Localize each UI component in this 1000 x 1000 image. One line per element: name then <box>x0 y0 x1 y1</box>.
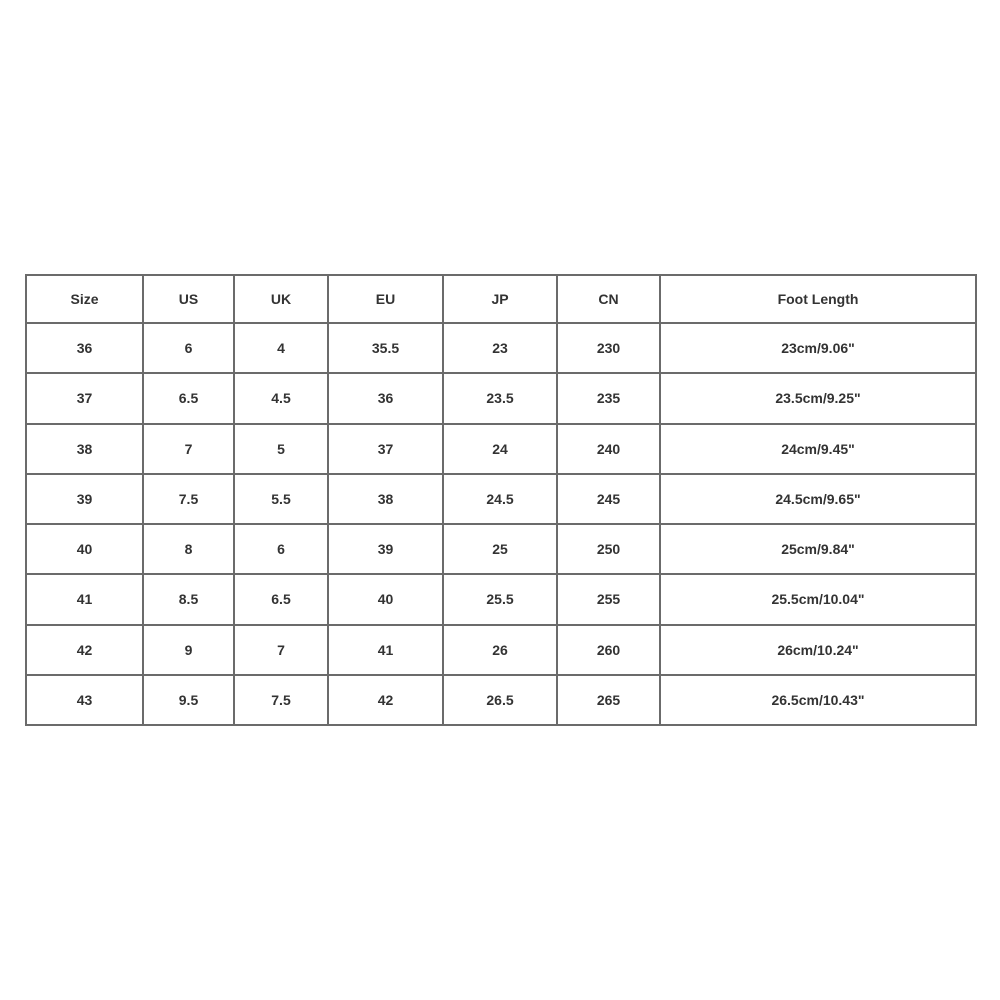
header-cn: CN <box>557 275 660 323</box>
cell-eu: 36 <box>328 373 443 423</box>
cell-uk: 6 <box>234 524 328 574</box>
cell-us: 8.5 <box>143 574 234 624</box>
cell-jp: 23.5 <box>443 373 557 423</box>
cell-foot-length: 23cm/9.06" <box>660 323 976 373</box>
cell-us: 9 <box>143 625 234 675</box>
cell-size: 42 <box>26 625 143 675</box>
cell-cn: 255 <box>557 574 660 624</box>
table-row <box>26 625 976 675</box>
cell-uk: 5.5 <box>234 474 328 524</box>
cell-uk: 4 <box>234 323 328 373</box>
header-size: Size <box>26 275 143 323</box>
table-row <box>26 373 976 423</box>
header-row <box>26 275 976 323</box>
cell-size: 43 <box>26 675 143 725</box>
table-row <box>26 675 976 725</box>
cell-eu: 40 <box>328 574 443 624</box>
cell-size: 36 <box>26 323 143 373</box>
cell-foot-length: 23.5cm/9.25" <box>660 373 976 423</box>
cell-us: 7.5 <box>143 474 234 524</box>
table-row <box>26 323 976 373</box>
cell-cn: 265 <box>557 675 660 725</box>
cell-eu: 38 <box>328 474 443 524</box>
cell-us: 6.5 <box>143 373 234 423</box>
cell-jp: 26 <box>443 625 557 675</box>
cell-size: 38 <box>26 424 143 474</box>
cell-eu: 42 <box>328 675 443 725</box>
cell-size: 40 <box>26 524 143 574</box>
cell-us: 8 <box>143 524 234 574</box>
cell-size: 39 <box>26 474 143 524</box>
cell-cn: 245 <box>557 474 660 524</box>
cell-uk: 6.5 <box>234 574 328 624</box>
header-uk: UK <box>234 275 328 323</box>
cell-uk: 4.5 <box>234 373 328 423</box>
cell-cn: 260 <box>557 625 660 675</box>
table-row <box>26 424 976 474</box>
cell-eu: 41 <box>328 625 443 675</box>
cell-size: 37 <box>26 373 143 423</box>
table-row <box>26 474 976 524</box>
cell-foot-length: 24cm/9.45" <box>660 424 976 474</box>
cell-cn: 235 <box>557 373 660 423</box>
cell-uk: 5 <box>234 424 328 474</box>
cell-eu: 35.5 <box>328 323 443 373</box>
table-row <box>26 574 976 624</box>
cell-foot-length: 24.5cm/9.65" <box>660 474 976 524</box>
cell-size: 41 <box>26 574 143 624</box>
cell-cn: 240 <box>557 424 660 474</box>
cell-jp: 26.5 <box>443 675 557 725</box>
cell-foot-length: 26.5cm/10.43" <box>660 675 976 725</box>
cell-foot-length: 25cm/9.84" <box>660 524 976 574</box>
cell-jp: 25.5 <box>443 574 557 624</box>
header-eu: EU <box>328 275 443 323</box>
table-header <box>26 275 976 323</box>
cell-us: 9.5 <box>143 675 234 725</box>
cell-jp: 24.5 <box>443 474 557 524</box>
header-us: US <box>143 275 234 323</box>
header-foot-length: Foot Length <box>660 275 976 323</box>
cell-foot-length: 26cm/10.24" <box>660 625 976 675</box>
cell-jp: 23 <box>443 323 557 373</box>
cell-jp: 25 <box>443 524 557 574</box>
cell-jp: 24 <box>443 424 557 474</box>
cell-uk: 7 <box>234 625 328 675</box>
cell-foot-length: 25.5cm/10.04" <box>660 574 976 624</box>
cell-us: 7 <box>143 424 234 474</box>
cell-eu: 37 <box>328 424 443 474</box>
cell-uk: 7.5 <box>234 675 328 725</box>
cell-eu: 39 <box>328 524 443 574</box>
cell-cn: 250 <box>557 524 660 574</box>
cell-cn: 230 <box>557 323 660 373</box>
table-body <box>26 323 976 725</box>
cell-us: 6 <box>143 323 234 373</box>
size-chart-table <box>25 274 977 726</box>
header-jp: JP <box>443 275 557 323</box>
table-row <box>26 524 976 574</box>
